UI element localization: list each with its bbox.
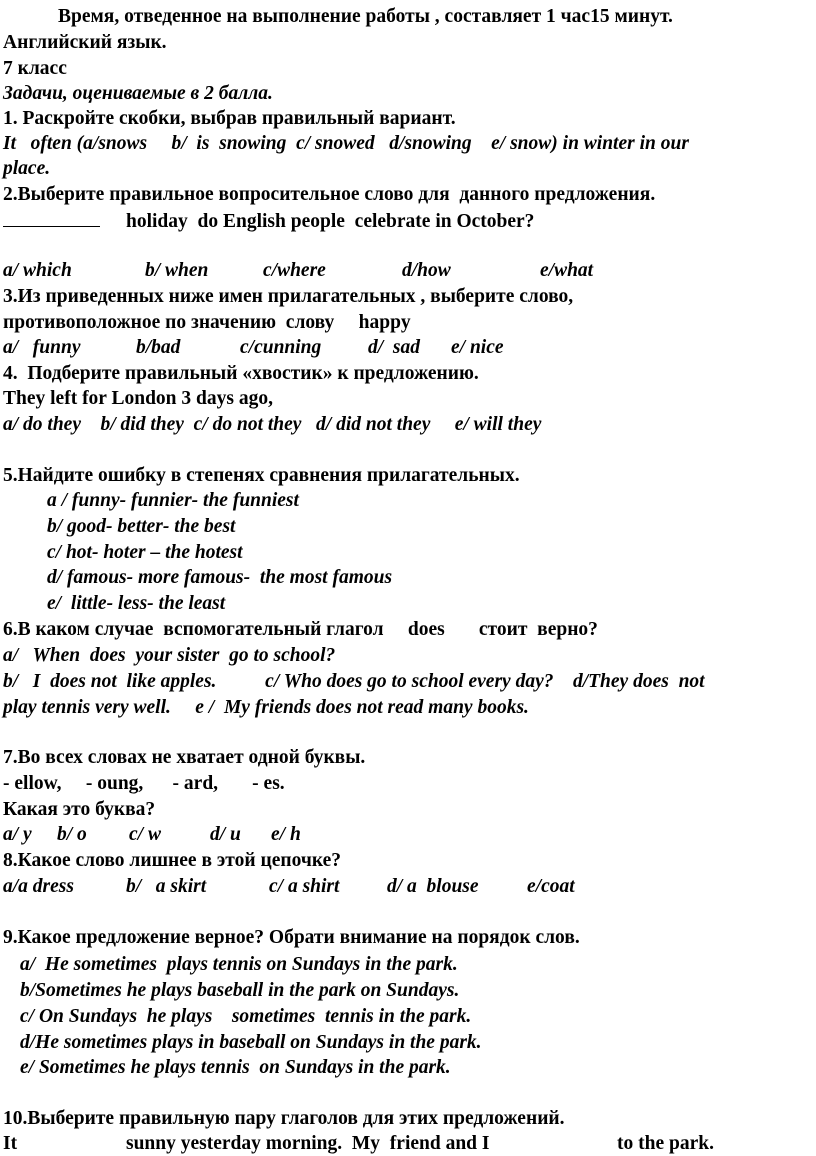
grade-label: 7 класс <box>3 58 67 79</box>
q1-line1: It often (a/snows b/ is snowing c/ snowed d/snowing e/ snow) in winter in our <box>3 133 689 154</box>
q7-prompt: 7.Во всех словах не хватает одной буквы. <box>3 747 366 768</box>
q2-option-e: e/what <box>540 260 594 281</box>
q4-prompt: 4. Подберите правильный «хвостик» к предложению. <box>3 363 479 384</box>
q8-option-c: c/ a shirt <box>269 876 340 897</box>
q2-option-d: d/how <box>402 260 451 281</box>
q9-option-c: c/ On Sundays he plays sometimes tennis in the park. <box>20 1006 472 1027</box>
q3-prompt-1: 3.Из приведенных ниже имен прилагательных , выберите слово, <box>3 286 574 307</box>
q7-words: - ellow, - oung, - ard, - es. <box>3 773 285 794</box>
q10-word-3: to the park. <box>617 1133 714 1154</box>
subject-label: Английский язык. <box>3 32 167 53</box>
header-title: Время, отведенное на выполнение работы , составляет 1 час15 минут. <box>58 6 673 27</box>
q9-option-e: e/ Sometimes he plays tennis on Sundays in the park. <box>20 1057 451 1078</box>
q8-option-e: e/coat <box>527 876 575 897</box>
q8-option-a: a/a dress <box>3 876 74 897</box>
q2-prompt: 2.Выберите правильное вопросительное слово для данного предложения. <box>3 184 656 205</box>
answer-blank[interactable] <box>3 208 100 227</box>
q2-sentence: holiday do English people celebrate in October? <box>126 211 535 232</box>
q2-option-a: a/ which <box>3 260 72 281</box>
q1-line2: place. <box>3 158 51 179</box>
q5-prompt: 5.Найдите ошибку в степенях сравнения прилагательных. <box>3 465 520 486</box>
q6-line2: b/ I does not like apples. c/ Who does go to school every day? d/They does not <box>3 671 705 692</box>
q3-option-d: d/ sad <box>368 337 421 358</box>
q2-sentence-line <box>3 208 534 234</box>
q7-option-b: b/ o <box>57 824 87 845</box>
q5-option-c: c/ hot- hoter – the hotest <box>47 542 243 563</box>
q5-option-e: e/ little- less- the least <box>47 593 226 614</box>
q4-options: a/ do they b/ did they c/ do not they d/ did not they e/ will they <box>3 414 542 435</box>
q9-prompt: 9.Какое предложение верное? Обрати внимание на порядок слов. <box>3 927 580 948</box>
q2-option-b: b/ when <box>145 260 209 281</box>
q9-option-d: d/He sometimes plays in baseball on Sundays in the park. <box>20 1032 482 1053</box>
q9-option-a: a/ He sometimes plays tennis on Sundays in the park. <box>20 954 458 975</box>
q1-prompt: 1. Раскройте скобки, выбрав правильный вариант. <box>3 108 456 129</box>
q5-option-a: a / funny- funnier- the funniest <box>47 490 299 511</box>
q5-option-b: b/ good- better- the best <box>47 516 236 537</box>
q3-option-a: a/ funny <box>3 337 81 358</box>
q6-line1: a/ When does your sister go to school? <box>3 645 336 666</box>
q3-option-e: e/ nice <box>451 337 504 358</box>
q5-option-d: d/ famous- more famous- the most famous <box>47 567 393 588</box>
q8-prompt: 8.Какое слово лишнее в этой цепочке? <box>3 850 341 871</box>
q7-option-a: a/ y <box>3 824 32 845</box>
section-label: Задачи, оцениваемые в 2 балла. <box>3 83 273 104</box>
q6-line3: play tennis very well. e / My friends does not read many books. <box>3 697 529 718</box>
q10-prompt: 10.Выберите правильную пару глаголов для этих предложений. <box>3 1108 565 1129</box>
q9-option-b: b/Sometimes he plays baseball in the park on Sundays. <box>20 980 460 1001</box>
q4-sentence: They left for London 3 days ago, <box>3 388 273 409</box>
q7-question: Какая это буква? <box>3 799 156 820</box>
q3-prompt-2: противоположное по значению слову happy <box>3 312 411 333</box>
q7-option-d: d/ u <box>210 824 241 845</box>
q10-word-2: sunny yesterday morning. My friend and I <box>126 1133 490 1154</box>
q8-option-d: d/ a blouse <box>387 876 479 897</box>
q2-option-c: c/where <box>263 260 326 281</box>
q10-word-1: It <box>3 1133 18 1154</box>
q8-option-b: b/ a skirt <box>126 876 207 897</box>
q7-option-c: c/ w <box>129 824 161 845</box>
q7-option-e: e/ h <box>271 824 301 845</box>
q3-option-c: c/cunning <box>240 337 322 358</box>
q6-prompt: 6.В каком случае вспомогательный глагол does стоит верно? <box>3 619 598 640</box>
q3-option-b: b/bad <box>136 337 181 358</box>
